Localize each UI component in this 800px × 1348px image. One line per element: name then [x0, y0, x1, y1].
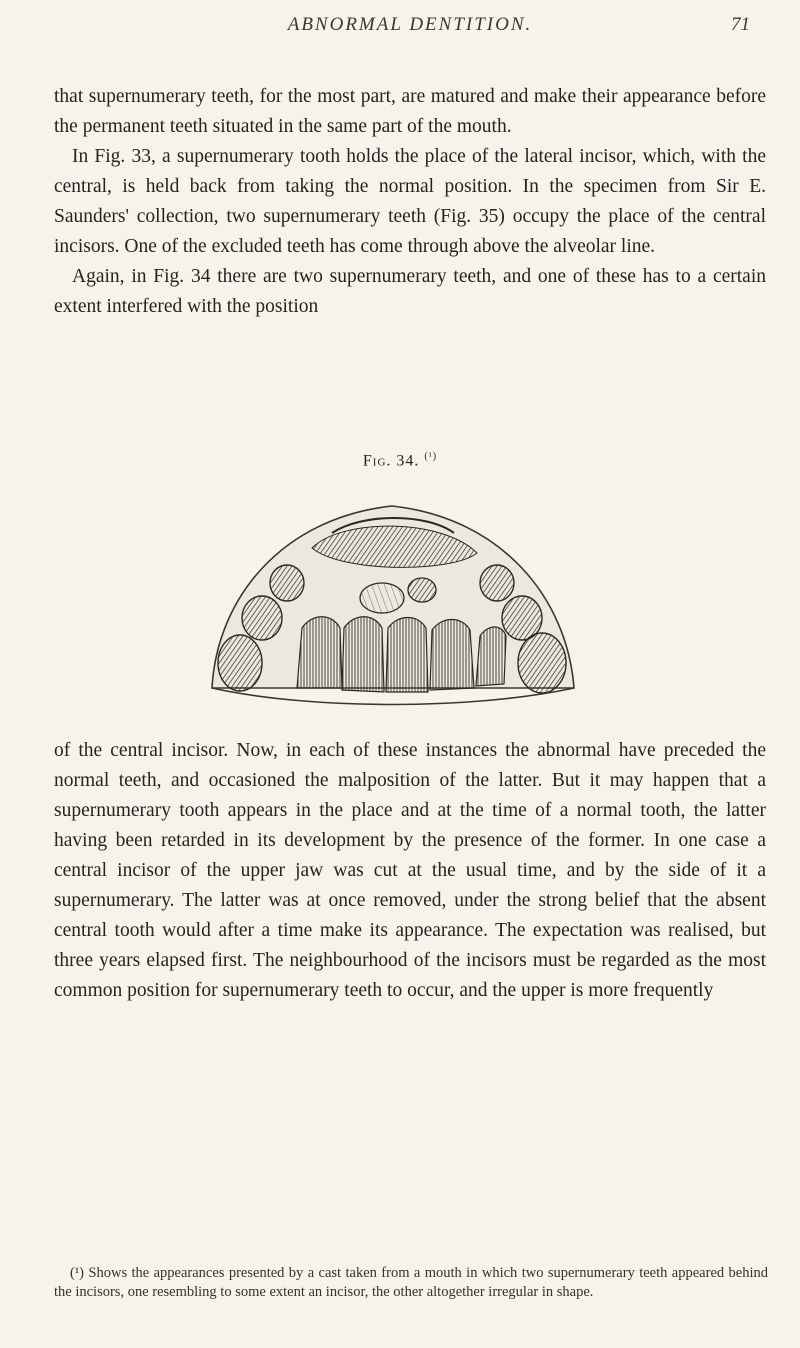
paragraph: that supernumerary teeth, for the most part, are matured and make their appearance before the permanent teeth situated in the same part of the mouth. — [54, 86, 766, 137]
body-text-top — [54, 82, 766, 322]
running-title: ABNORMAL DENTITION. — [287, 14, 533, 35]
paragraph: of the central incisor. Now, in each of these instances the abnormal have preceded the normal teeth, and occasioned the malposition of the latter. But it may happen that a supernumerary tooth appears in the place and at the time of a normal tooth, the latter having been retarded in its development by the presence of the former. In one case a central incisor of the upper jaw was cut at the usual time, and by the side of it a supernumerary. The latter was at once removed, under the strong belief that the absent central tooth would after a time make its appearance. The expectation was realised, but three years elapsed first. The neighbourhood of the incisors must be regarded as the most common position for supernumerary teeth to occur, and the upper is more frequently — [54, 740, 766, 1001]
paragraph: Again, in Fig. 34 there are two supernumerary teeth, and one of these has to a certain extent interfered with the position — [54, 266, 766, 317]
figure-caption — [0, 451, 800, 470]
page-number: 71 — [731, 14, 750, 35]
paragraph: In Fig. 33, a supernumerary tooth holds the place of the lateral incisor, which, with the central, is held back from taking the normal position. In the specimen from Sir E. Saunders' collection, two supernumerary teeth (Fig. 35) occupy the place of the central incisors. One of the excluded teeth has come through above the alveolar line. — [54, 146, 766, 257]
running-head — [52, 14, 768, 44]
figure-label: Fig. 34. — [362, 452, 420, 470]
footnote-text: (¹) Shows the appearances presented by a cast taken from a mouth in which two supernumerary teeth appeared behind the incisors, one resembling to some extent an incisor, the other altogether irregular in shape. — [54, 1265, 768, 1300]
footnote — [54, 1264, 768, 1302]
body-text-bottom — [54, 736, 766, 1006]
dental-cast-illustration — [192, 478, 592, 722]
footnote-marker: (¹) — [424, 451, 438, 462]
